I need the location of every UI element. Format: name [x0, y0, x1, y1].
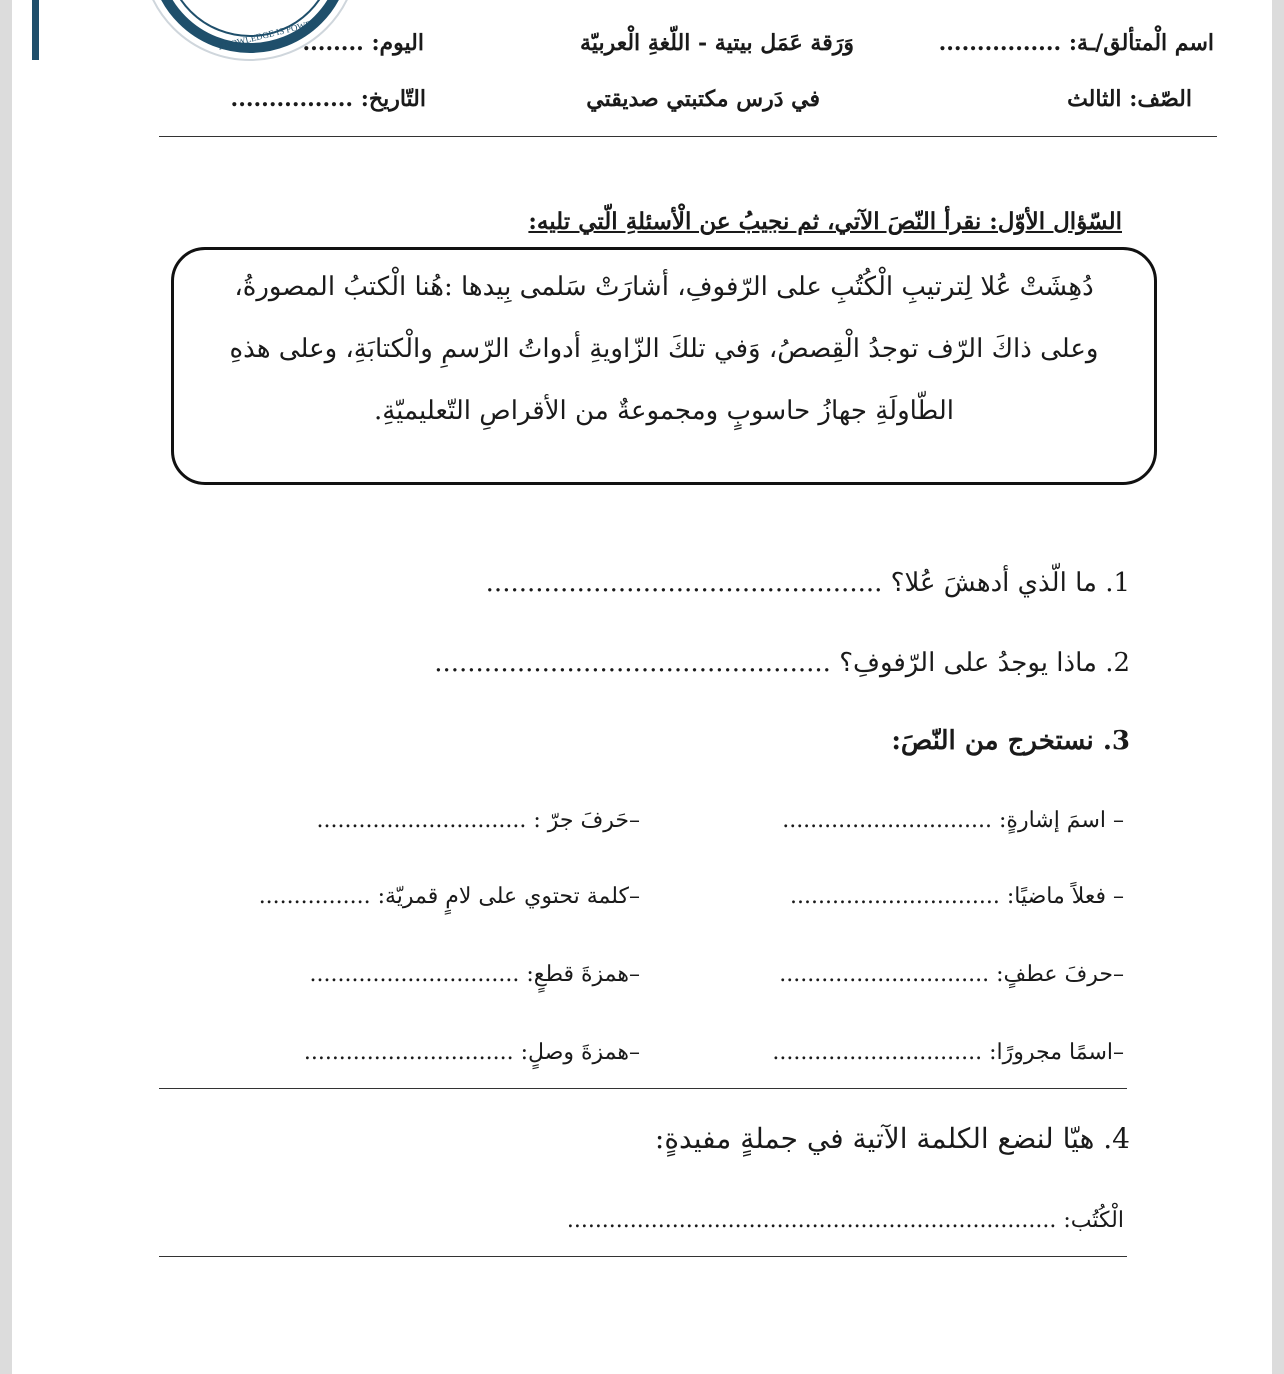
passage-line-1: دُهِشَتْ عُلا لِترتيبِ الْكُتُبِ على الرّفوفِ، أشارَتْ سَلمى بِيدها :هُنا الْكتبُ المصورةُ، [234, 272, 1094, 302]
sentence-word-label: الْكُتُب: [1063, 1208, 1124, 1233]
extract-past-verb-label: – فعلاً ماضيًا: [1006, 884, 1124, 909]
question-2 [434, 648, 1130, 678]
worksheet-page [12, 0, 1272, 1374]
question-3-text: نستخرج من النّصَ: [891, 726, 1094, 756]
extract-genitive-noun-label: –اسمًا مجرورًا: [989, 1040, 1124, 1065]
passage-line-2: وعلى ذاكَ الرّف توجدُ الْقِصصُ، وَفي تلكَ الزّاويةِ أدواتُ الرّسمِ والْكتابَةِ، وعلى هذهِ [229, 334, 1099, 364]
worksheet-title: وَرَقة عَمَل بيتية - اللّغةِ الْعربيّة [580, 30, 854, 56]
name-label: اسم الْمتألق/ـة: [1068, 30, 1214, 56]
name-dots[interactable]: ................ [938, 30, 1062, 56]
extract-genitive-noun [772, 1040, 1124, 1065]
question-1-text: ما الّذي أدهشَ عُلا؟ [890, 568, 1097, 598]
date-label: التّاريخ: [360, 86, 426, 112]
extract-demonstrative-label: – اسمَ إشارةٍ: [999, 808, 1124, 833]
question-4-text: هيّا لنضع الكلمة الآتية في جملةٍ مفيدةٍ: [654, 1122, 1095, 1155]
question-4-number: 4. [1103, 1122, 1130, 1155]
passage-line-3: الطّاولَةِ جهازُ حاسوبٍ ومجموعةٌ من الأقراصِ التّعليميّةِ. [373, 396, 955, 426]
extract-hamzat-qat [310, 962, 640, 987]
extract-hamzat-qat-dots[interactable]: .............................. [309, 962, 520, 987]
sentence-word [567, 1208, 1124, 1233]
extract-hamzat-qat-label: –همزةَ قطعٍ: [526, 962, 640, 987]
extract-conjunction-dots[interactable]: .............................. [779, 962, 990, 987]
question-3 [891, 726, 1130, 756]
extract-past-verb [790, 884, 1124, 909]
section-divider-2 [159, 1256, 1127, 1257]
extract-hamzat-wasl-dots[interactable]: .............................. [303, 1040, 514, 1065]
logo-text: KNOWLEDGE IS POWER [217, 17, 318, 52]
header-divider [159, 136, 1217, 137]
name-field [939, 30, 1214, 56]
question-1-number: 1. [1105, 568, 1130, 598]
extract-preposition-label: –حَرفَ جرّ : [533, 808, 640, 833]
extract-hamzat-wasl-label: –همزةَ وصلٍ: [520, 1040, 640, 1065]
extract-conjunction-label: –حرفَ عطفٍ: [996, 962, 1124, 987]
extract-hamzat-wasl [304, 1040, 640, 1065]
extract-preposition-dots[interactable]: .............................. [316, 808, 527, 833]
date-field [231, 86, 426, 112]
reading-passage-box [171, 247, 1157, 485]
grade-label: الصّف: الثالث [1067, 86, 1192, 112]
extract-preposition [317, 808, 640, 833]
extract-demonstrative-dots[interactable]: .............................. [782, 808, 992, 833]
question-1-answer-dots[interactable]: ................................................ [485, 568, 883, 598]
extract-genitive-noun-dots[interactable]: .............................. [772, 1040, 983, 1065]
extract-lunar-lam-dots[interactable]: ................ [258, 884, 371, 909]
day-field [302, 30, 424, 56]
question-3-number: 3. [1102, 726, 1130, 756]
lesson-title: في دَرس مكتبتي صديقتي [586, 86, 820, 112]
extract-past-verb-dots[interactable]: .............................. [790, 884, 1000, 909]
question-4 [655, 1122, 1130, 1155]
sentence-word-dots[interactable]: ...................................................................... [566, 1208, 1057, 1233]
question-2-text: ماذا يوجدُ على الرّفوفِ؟ [839, 648, 1097, 678]
question-1 [486, 568, 1130, 598]
question-one-title: السّؤال الأوّل: نقرأ النّصَ الآتي، ثم نجيبُ عن الْأسئلةِ الّتي تليه: [528, 208, 1122, 235]
extract-conjunction [779, 962, 1124, 987]
extract-lunar-lam [259, 884, 640, 909]
day-dots[interactable]: ........ [302, 30, 364, 56]
extract-lunar-lam-label: –كلمة تحتوي على لامٍ قمريّة: [377, 884, 640, 909]
edge-bar [32, 0, 39, 60]
extract-demonstrative [782, 808, 1124, 833]
question-2-number: 2. [1105, 648, 1130, 678]
date-dots[interactable]: ................ [230, 86, 354, 112]
section-divider-1 [159, 1088, 1127, 1089]
day-label: اليوم: [371, 30, 424, 56]
question-2-answer-dots[interactable]: ................................................ [434, 648, 831, 678]
